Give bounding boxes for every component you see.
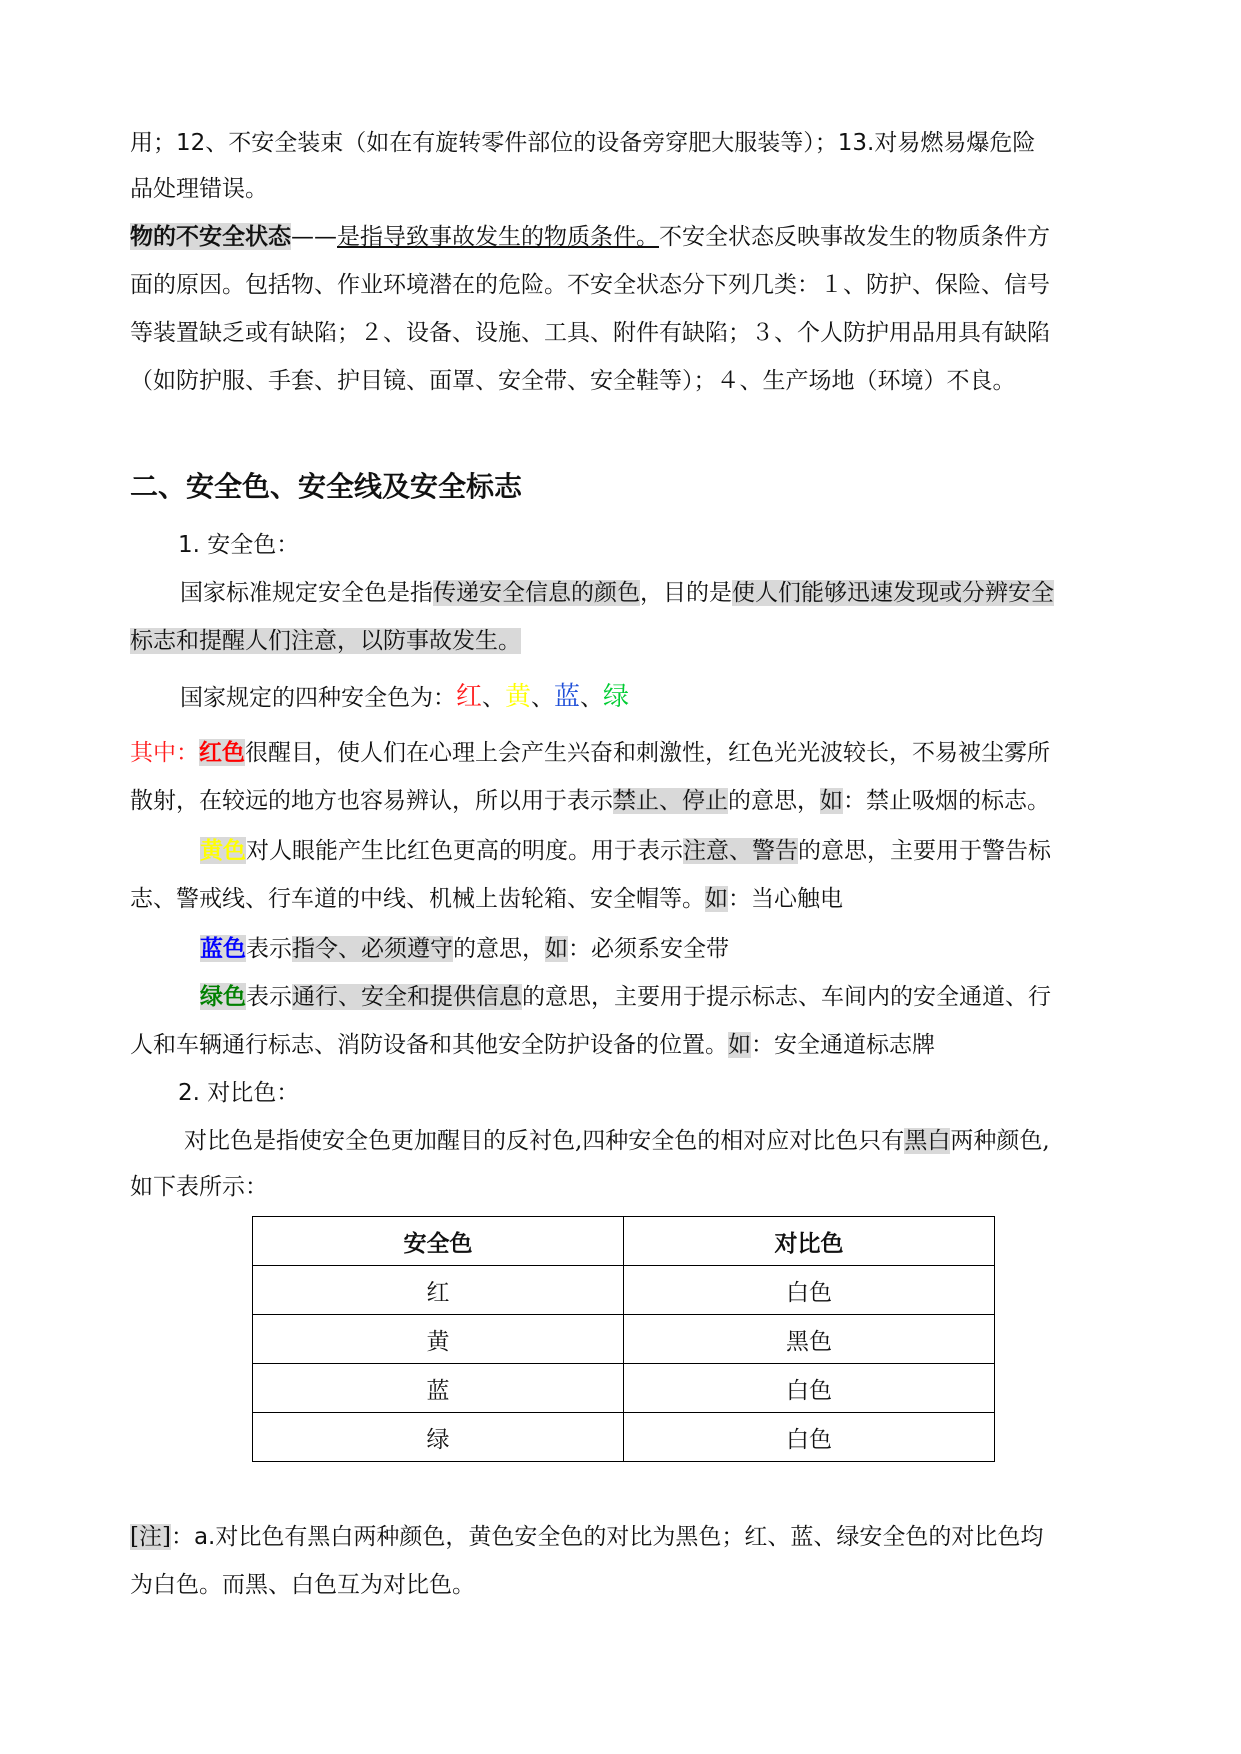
text: 的意思， (728, 788, 820, 814)
text: 两种颜色, (950, 1128, 1050, 1154)
dash: —— (291, 224, 337, 250)
highlight-text: 标志和提醒人们注意，以防事故发生。 (130, 628, 521, 654)
color-yellow: 黄 (505, 682, 532, 712)
table-header-row (253, 1217, 995, 1266)
table-cell: 红 (253, 1266, 624, 1315)
separator: 、 (482, 685, 506, 711)
subsection-heading: 2. 对比色： (178, 1080, 300, 1106)
subsection-heading: 1. 安全色： (178, 532, 300, 558)
text: 的意思， (453, 936, 545, 962)
highlight-text: 黑白 (904, 1128, 951, 1154)
text: ：必须系安全带 (568, 936, 729, 962)
definition-text: 是指导致事故发生的物质条件。 (337, 224, 659, 250)
text: ，目的是 (640, 580, 732, 606)
paragraph-line: （如防护服、手套、护目镜、面罩、安全带、安全鞋等）；４、生产场地（环境）不良。 (130, 368, 1016, 394)
note-line (130, 1520, 1043, 1554)
paragraph-line: 等装置缺乏或有缺陷；２、设备、设施、工具、附件有缺陷；３、个人防护用品用具有缺陷 (130, 320, 1050, 346)
text: 对比色是指使安全色更加醒目的反衬色,四种安全色的相对应对比色只有 (184, 1128, 905, 1154)
text: 国家标准规定安全色是指 (180, 580, 433, 606)
highlight-text: 使人们能够迅速发现或分辨安全 (732, 580, 1054, 606)
highlight-text: 禁止、停止 (613, 788, 728, 814)
paragraph-line: 品处理错误。 (130, 176, 268, 202)
table-cell: 黄 (253, 1315, 624, 1364)
text: ：安全通道标志牌 (751, 1032, 935, 1058)
paragraph-line (200, 834, 1051, 868)
color-red: 红 (456, 682, 483, 712)
highlight-text: 如 (820, 788, 843, 814)
paragraph-line (200, 932, 729, 966)
color-green: 绿 (603, 682, 630, 712)
text: 国家规定的四种安全色为： (180, 685, 456, 711)
paragraph-line: 用；12、不安全装束（如在有旋转零件部位的设备旁穿肥大服装等）；13.对易燃易爆危险 (130, 130, 1036, 156)
text: 对人眼能产生比红色更高的明度。用于表示 (246, 838, 683, 864)
table-cell: 蓝 (253, 1364, 624, 1413)
term-unsafe-state: 物的不安全状态 (130, 223, 291, 250)
paragraph-line (130, 1028, 935, 1062)
paragraph-line (130, 624, 521, 658)
yellow-label: 黄色 (200, 837, 246, 864)
paragraph-line (130, 784, 1050, 818)
highlight-text: 通行、安全和提供信息 (292, 984, 522, 1010)
table-row (253, 1266, 995, 1315)
red-label: 红色 (199, 739, 245, 766)
contrast-color-table (252, 1216, 995, 1462)
highlight-text: 如 (545, 936, 568, 962)
text: ：a.对比色有黑白两种颜色，黄色安全色的对比为黑色；红、蓝、绿安全色的对比色均 (170, 1524, 1044, 1550)
table-row (253, 1364, 995, 1413)
text: 人和车辆通行标志、消防设备和其他安全防护设备的位置。 (130, 1032, 728, 1058)
highlight-text: 注意、警告 (683, 838, 798, 864)
highlight-text: 如 (705, 886, 728, 912)
paragraph-line (200, 980, 1051, 1014)
note-line: 为白色。而黑、白色互为对比色。 (130, 1572, 475, 1598)
text: 表示 (246, 984, 292, 1010)
text: 表示 (246, 936, 292, 962)
highlight-text: 指令、必须遵守 (292, 936, 453, 962)
separator: 、 (580, 685, 604, 711)
blue-label: 蓝色 (200, 935, 246, 962)
table-header: 安全色 (253, 1217, 624, 1266)
paragraph-line (184, 1124, 1050, 1158)
text: 不安全状态反映事故发生的物质条件方 (659, 224, 1050, 250)
paragraph-line (180, 576, 1054, 610)
section-heading: 二、安全色、安全线及安全标志 (130, 470, 523, 503)
text: 的意思，主要用于提示标志、车间内的安全通道、行 (522, 984, 1051, 1010)
table-cell: 黑色 (624, 1315, 995, 1364)
paragraph-line (180, 680, 629, 715)
table-cell: 白色 (624, 1266, 995, 1315)
table-row (253, 1413, 995, 1462)
text: 其中： (130, 740, 199, 766)
text: 散射，在较远的地方也容易辨认，所以用于表示 (130, 788, 613, 814)
table-header: 对比色 (624, 1217, 995, 1266)
table-cell: 绿 (253, 1413, 624, 1462)
text: ：禁止吸烟的标志。 (843, 788, 1050, 814)
text: 志、警戒线、行车道的中线、机械上齿轮箱、安全帽等。 (130, 886, 705, 912)
table-cell: 白色 (624, 1364, 995, 1413)
text: 的意思，主要用于警告标 (798, 838, 1051, 864)
text: 很醒目，使人们在心理上会产生兴奋和刺激性，红色光光波较长，不易被尘雾所 (245, 740, 1050, 766)
separator: 、 (531, 685, 555, 711)
paragraph-line (130, 736, 1050, 770)
highlight-text: 传递安全信息的颜色 (433, 580, 640, 606)
color-blue: 蓝 (554, 682, 581, 712)
paragraph-line (130, 882, 843, 916)
note-label: [注] (130, 1524, 171, 1550)
green-label: 绿色 (200, 983, 246, 1010)
paragraph-line: 面的原因。包括物、作业环境潜在的危险。不安全状态分下列几类：１、防护、保险、信号 (130, 272, 1050, 298)
paragraph-line: 如下表所示： (130, 1174, 268, 1200)
text: ：当心触电 (728, 886, 843, 912)
table-row (253, 1315, 995, 1364)
highlight-text: 如 (728, 1032, 751, 1058)
table-cell: 白色 (624, 1413, 995, 1462)
paragraph-line (130, 220, 1050, 254)
